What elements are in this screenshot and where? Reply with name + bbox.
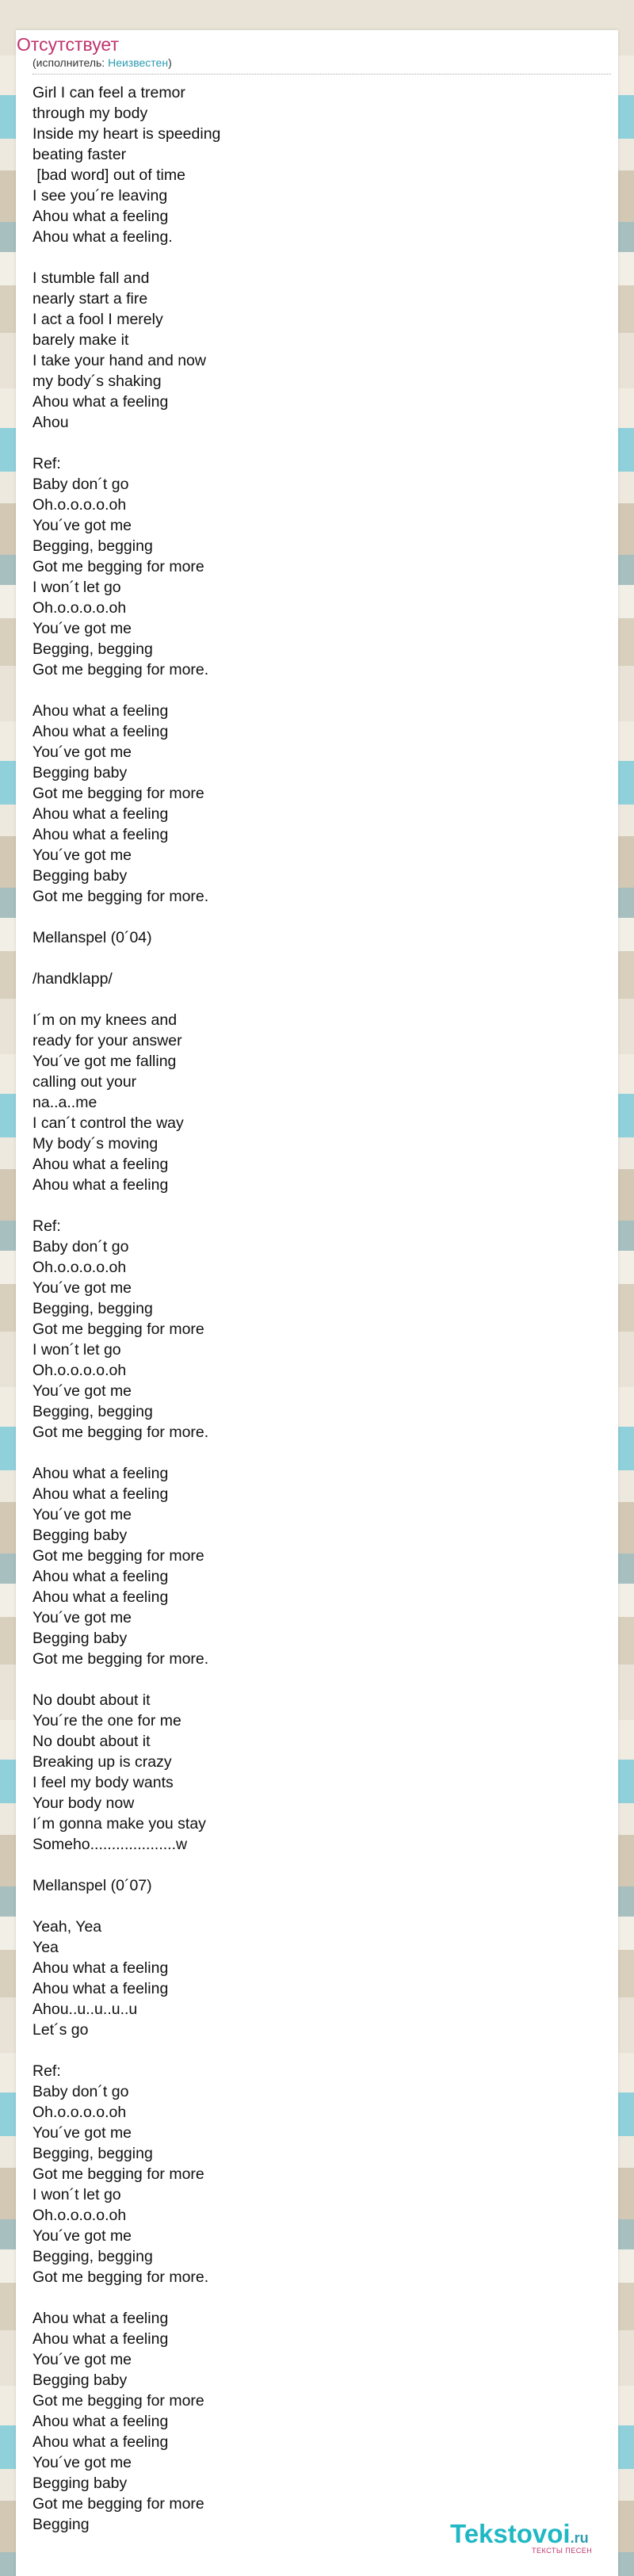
logo-tld: .ru xyxy=(570,2530,589,2546)
song-title: Отсутствует xyxy=(17,34,119,55)
logo-tagline: ТЕКСТЫ ПЕСЕН xyxy=(532,2547,593,2555)
title-divider xyxy=(32,74,611,75)
artist-prefix: (исполнитель: xyxy=(32,56,109,69)
artist-suffix: ) xyxy=(168,56,172,69)
logo-name: Tekstovoi xyxy=(450,2519,571,2548)
site-logo[interactable] xyxy=(450,2519,617,2557)
artist-line xyxy=(32,55,172,70)
artist-link[interactable]: Неизвестен xyxy=(108,56,169,69)
lyrics-text: Girl I can feel a tremor through my body Inside my heart is speeding beating faster [bad word] out of time I see you´re leaving Ahou what a feeling Ahou what a feeling. I stumble fall and nearly start a fire I act a fool I merely barely make it I take your hand and now my body´s shaking Ahou what a feeling Ahou Ref: Baby don´t go Oh.o.o.o.o.oh You´ve got me Begging, begging Got me begging for more I won´t let go Oh.o.o.o.o.oh You´ve got me Begging, begging Got me begging for more. Ahou what a feeling Ahou what a feeling You´ve got me Begging baby Got me begging for more Ahou what a feeling Ahou what a feeling You´ve got me Begging baby Got me begging for more. Mellanspel (0´04) /handklapp/ I´m on my knees and ready for your answer You´ve got me falling calling out your na..a..me I can´t control the way My body´s moving Ahou what a feeling Ahou what a feeling Ref: Baby don´t go Oh.o.o.o.o.oh You´ve got me Begging, begging Got me begging for more I won´t let go Oh.o.o.o.o.oh You´ve got me Begging, begging Got me begging for more. Ahou what a feeling Ahou what a feeling You´ve got me Begging baby Got me begging for more Ahou what a feeling Ahou what a feeling You´ve got me Begging baby Got me begging for more. No doubt about it You´re the one for me No doubt about it Breaking up is crazy I feel my body wants Your body now I´m gonna make you stay Someho....................w Mellanspel (0´07) Yeah, Yea Yea Ahou what a feeling Ahou what a feeling Ahou..u..u..u..u Let´s go Ref: Baby don´t go Oh.o.o.o.o.oh You´ve got me Begging, begging Got me begging for more I won´t let go Oh.o.o.o.o.oh You´ve got me Begging, begging Got me begging for more. Ahou what a feeling Ahou what a feeling You´ve got me Begging baby Got me begging for more Ahou what a feeling Ahou what a feeling You´ve got me Begging baby Got me begging for more Begging xyxy=(32,84,221,2533)
